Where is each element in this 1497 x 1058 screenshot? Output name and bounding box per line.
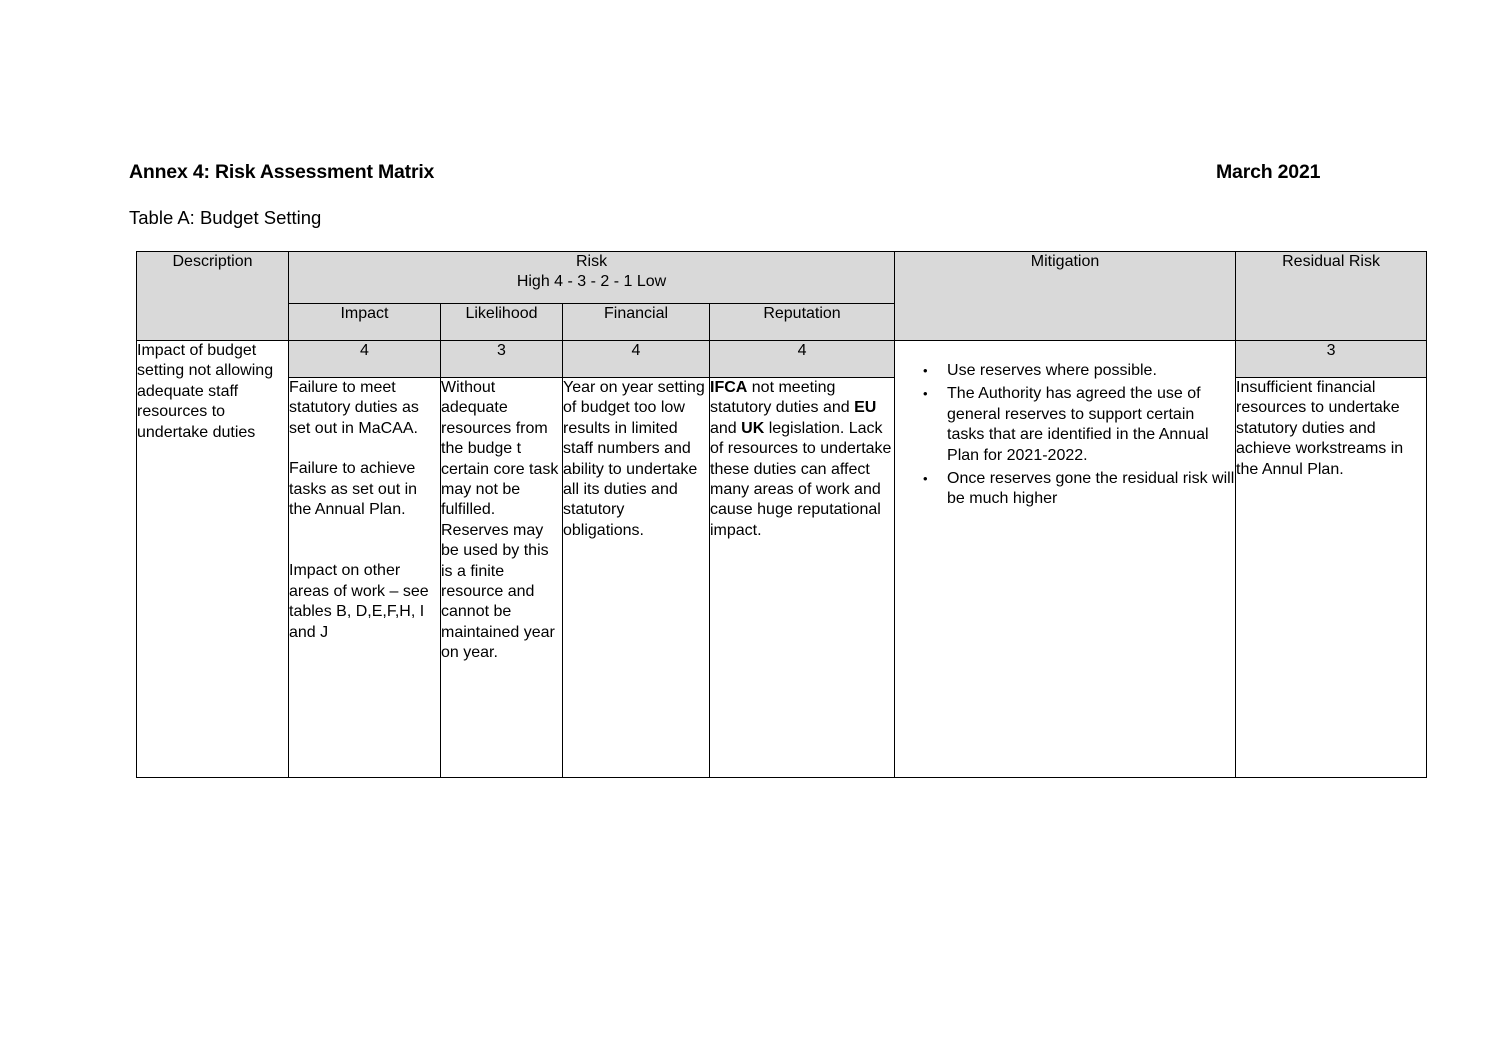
ifca-label: IFCA [710,379,748,396]
header-reputation: Reputation [710,304,895,341]
header-financial: Financial [563,304,710,341]
mitigation-cell [895,341,1236,778]
impact-cell [289,378,441,778]
risk-matrix-table [136,251,1427,778]
score-likelihood: 3 [441,341,563,378]
likelihood-text: Without adequate resources from the budge t certain core task may not be fulfilled. Reserves may be used by this is a finite resource and cannot be maintained year on year. [441,379,559,662]
score-reputation: 4 [710,341,895,378]
mitigation-item: • Use reserves where possible. [947,361,1235,381]
description-cell [137,341,289,778]
risk-scale: High 4 - 3 - 2 - 1 Low [516,273,667,291]
header-risk [289,252,895,304]
score-residual: 3 [1236,341,1427,378]
header-residual-risk: Residual Risk [1236,252,1427,341]
uk-label: UK [741,419,765,437]
impact-paragraph-3: Impact on other areas of work – see tables B, D,E,F,H, I and J [289,562,429,641]
mitigation-item: • The Authority has agreed the use of general reserves to support certain tasks that are identified in the Annual Plan for 2021-2022. [947,384,1235,466]
header-impact: Impact [289,304,441,341]
table-caption: Table A: Budget Setting [129,207,322,228]
description-text: Impact of budget setting not allowing adequate staff resources to undertake duties [137,342,274,441]
likelihood-cell [441,378,563,778]
residual-cell [1236,378,1427,778]
financial-cell [563,378,710,778]
financial-text: Year on year setting of budget too low results in limited staff numbers and ability to undertake all its duties and statutory obligations. [563,379,705,539]
score-financial: 4 [563,341,710,378]
document-title: Annex 4: Risk Assessment Matrix [129,161,435,183]
header-likelihood: Likelihood [441,304,563,341]
risk-title: Risk [575,253,608,270]
score-impact: 4 [289,341,441,378]
reputation-cell [710,378,895,778]
impact-paragraph-2: Failure to achieve tasks as set out in the Annual Plan. [289,460,418,519]
reputation-text: IFCA not meeting statutory duties and EU and UK legislation. Lack of resources to undertake these duties can affect many areas of work and cause huge reputational impact. [710,379,892,539]
document-date: March 2021 [1216,161,1321,183]
eu-label: EU [854,399,877,417]
impact-paragraph-1: Failure to meet statutory duties as set out in MaCAA. [289,379,419,437]
header-description: Description [137,252,289,341]
mitigation-list [895,361,1235,510]
header-mitigation: Mitigation [895,252,1236,341]
residual-text: Insufficient financial resources to undertake statutory duties and achieve workstreams in the Annul Plan. [1236,379,1404,478]
mitigation-item: • Once reserves gone the residual risk will be much higher [947,469,1235,510]
